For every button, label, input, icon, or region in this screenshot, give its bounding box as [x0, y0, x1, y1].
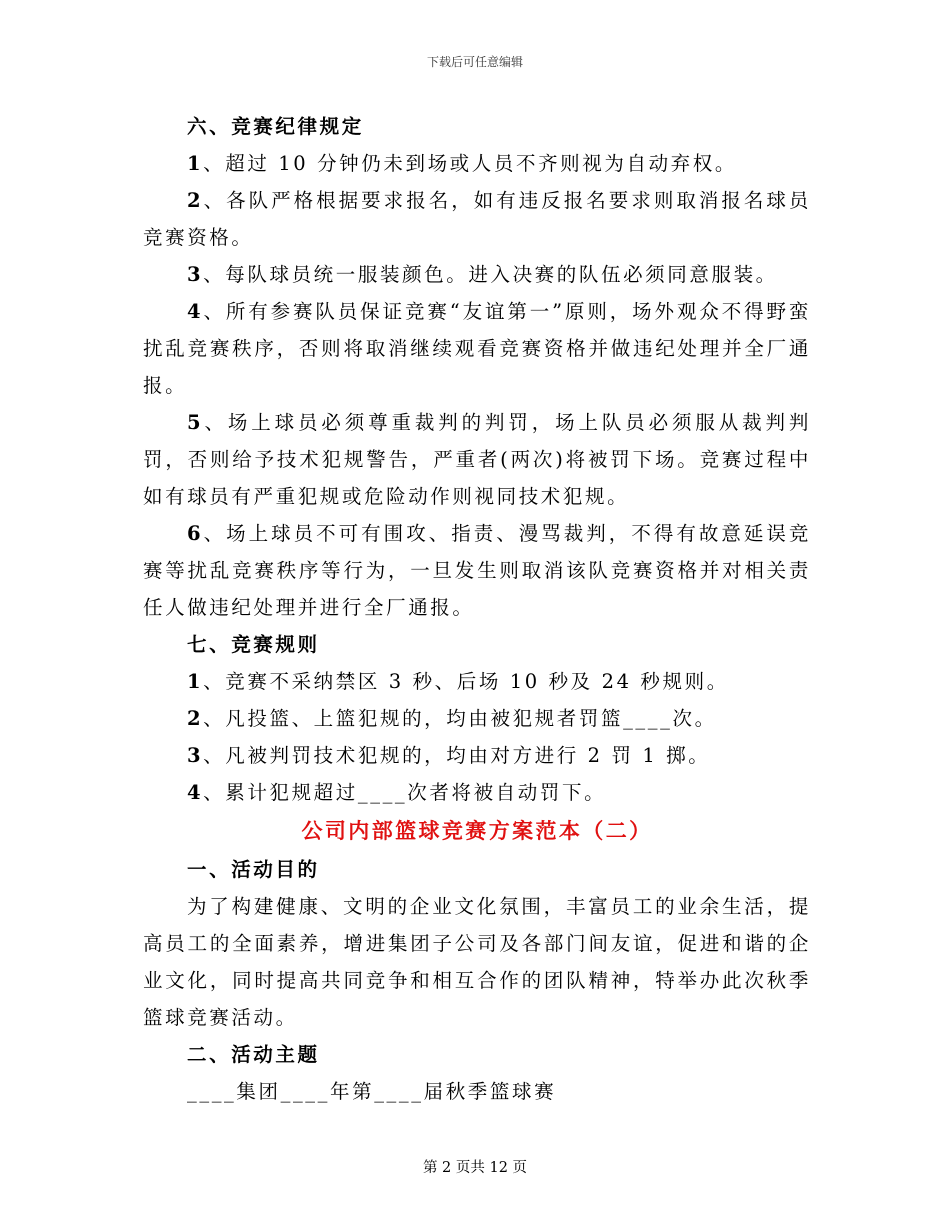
- theme-paragraph: ____集团____年第____届秋季篮球赛: [187, 1080, 557, 1103]
- item-number: 2: [187, 707, 204, 730]
- item-number: 1: [187, 152, 204, 175]
- section-heading-rules: 七、竞赛规则: [187, 633, 320, 656]
- item-number: 1: [187, 670, 204, 693]
- rule-item: [143, 182, 811, 256]
- rule-item: [143, 700, 811, 737]
- rule-item: [143, 293, 811, 404]
- header-note: 下载后可任意编辑: [426, 55, 523, 69]
- item-text: 、凡被判罚技术犯规的，均由对方进行 2 罚 1 掷。: [203, 744, 711, 767]
- section-heading-purpose: 一、活动目的: [187, 858, 320, 881]
- item-number: 4: [187, 300, 204, 323]
- document-title: 公司内部篮球竞赛方案范本（二）: [301, 818, 653, 843]
- page-footer: 第 2 页共 12 页: [422, 1160, 528, 1176]
- document-body: [143, 108, 811, 1110]
- item-number: 2: [187, 189, 204, 212]
- item-number: 6: [187, 522, 204, 545]
- purpose-paragraph: 为了构建健康、文明的企业文化氛围，丰富员工的业余生活，提高员工的全面素养，增进集团子公司及各部门间友谊，促进和谐的企业文化，同时提高共同竞争和相互合作的团队精神，特举办此次秋季篮球竞赛活动。: [143, 895, 811, 1029]
- item-text: 、竞赛不采纳禁区 3 秒、后场 10 秒及 24 秒规则。: [203, 670, 729, 693]
- item-text: 、超过 10 分钟仍未到场或人员不齐则视为自动弃权。: [203, 152, 737, 175]
- item-number: 3: [187, 263, 204, 286]
- item-text: 、凡投篮、上篮犯规的，均由被犯规者罚篮____次。: [203, 707, 717, 730]
- section-heading-theme: 二、活动主题: [187, 1043, 320, 1066]
- rule-item: [143, 515, 811, 626]
- item-text: 、每队球员统一服装颜色。进入决赛的队伍必须同意服装。: [203, 263, 778, 286]
- item-text: 、所有参赛队员保证竞赛“友谊第一”原则，场外观众不得野蛮扰乱竞赛秩序，否则将取消继续观看竞赛资格并做违纪处理并全厂通报。: [143, 300, 811, 397]
- item-text: 、场上球员不可有围攻、指责、漫骂裁判，不得有故意延误竞赛等扰乱竞赛秩序等行为，一旦发生则取消该队竞赛资格并对相关责任人做违纪处理并进行全厂通报。: [143, 522, 811, 619]
- rule-item: [143, 256, 811, 293]
- item-number: 5: [187, 411, 204, 434]
- section-heading-discipline: 六、竞赛纪律规定: [187, 115, 364, 138]
- rule-item: [143, 774, 811, 811]
- rule-item: [143, 663, 811, 700]
- rule-item: [143, 404, 811, 515]
- rule-item: [143, 737, 811, 774]
- item-text: 、各队严格根据要求报名，如有违反报名要求则取消报名球员竞赛资格。: [143, 189, 811, 249]
- item-number: 4: [187, 781, 204, 804]
- item-text: 、累计犯规超过____次者将被自动罚下。: [203, 781, 607, 804]
- item-number: 3: [187, 744, 204, 767]
- rule-item: [143, 145, 811, 182]
- item-text: 、场上球员必须尊重裁判的判罚，场上队员必须服从裁判判罚，否则给予技术犯规警告，严重者(两次)将被罚下场。竞赛过程中如有球员有严重犯规或危险动作则视同技术犯规。: [143, 411, 811, 508]
